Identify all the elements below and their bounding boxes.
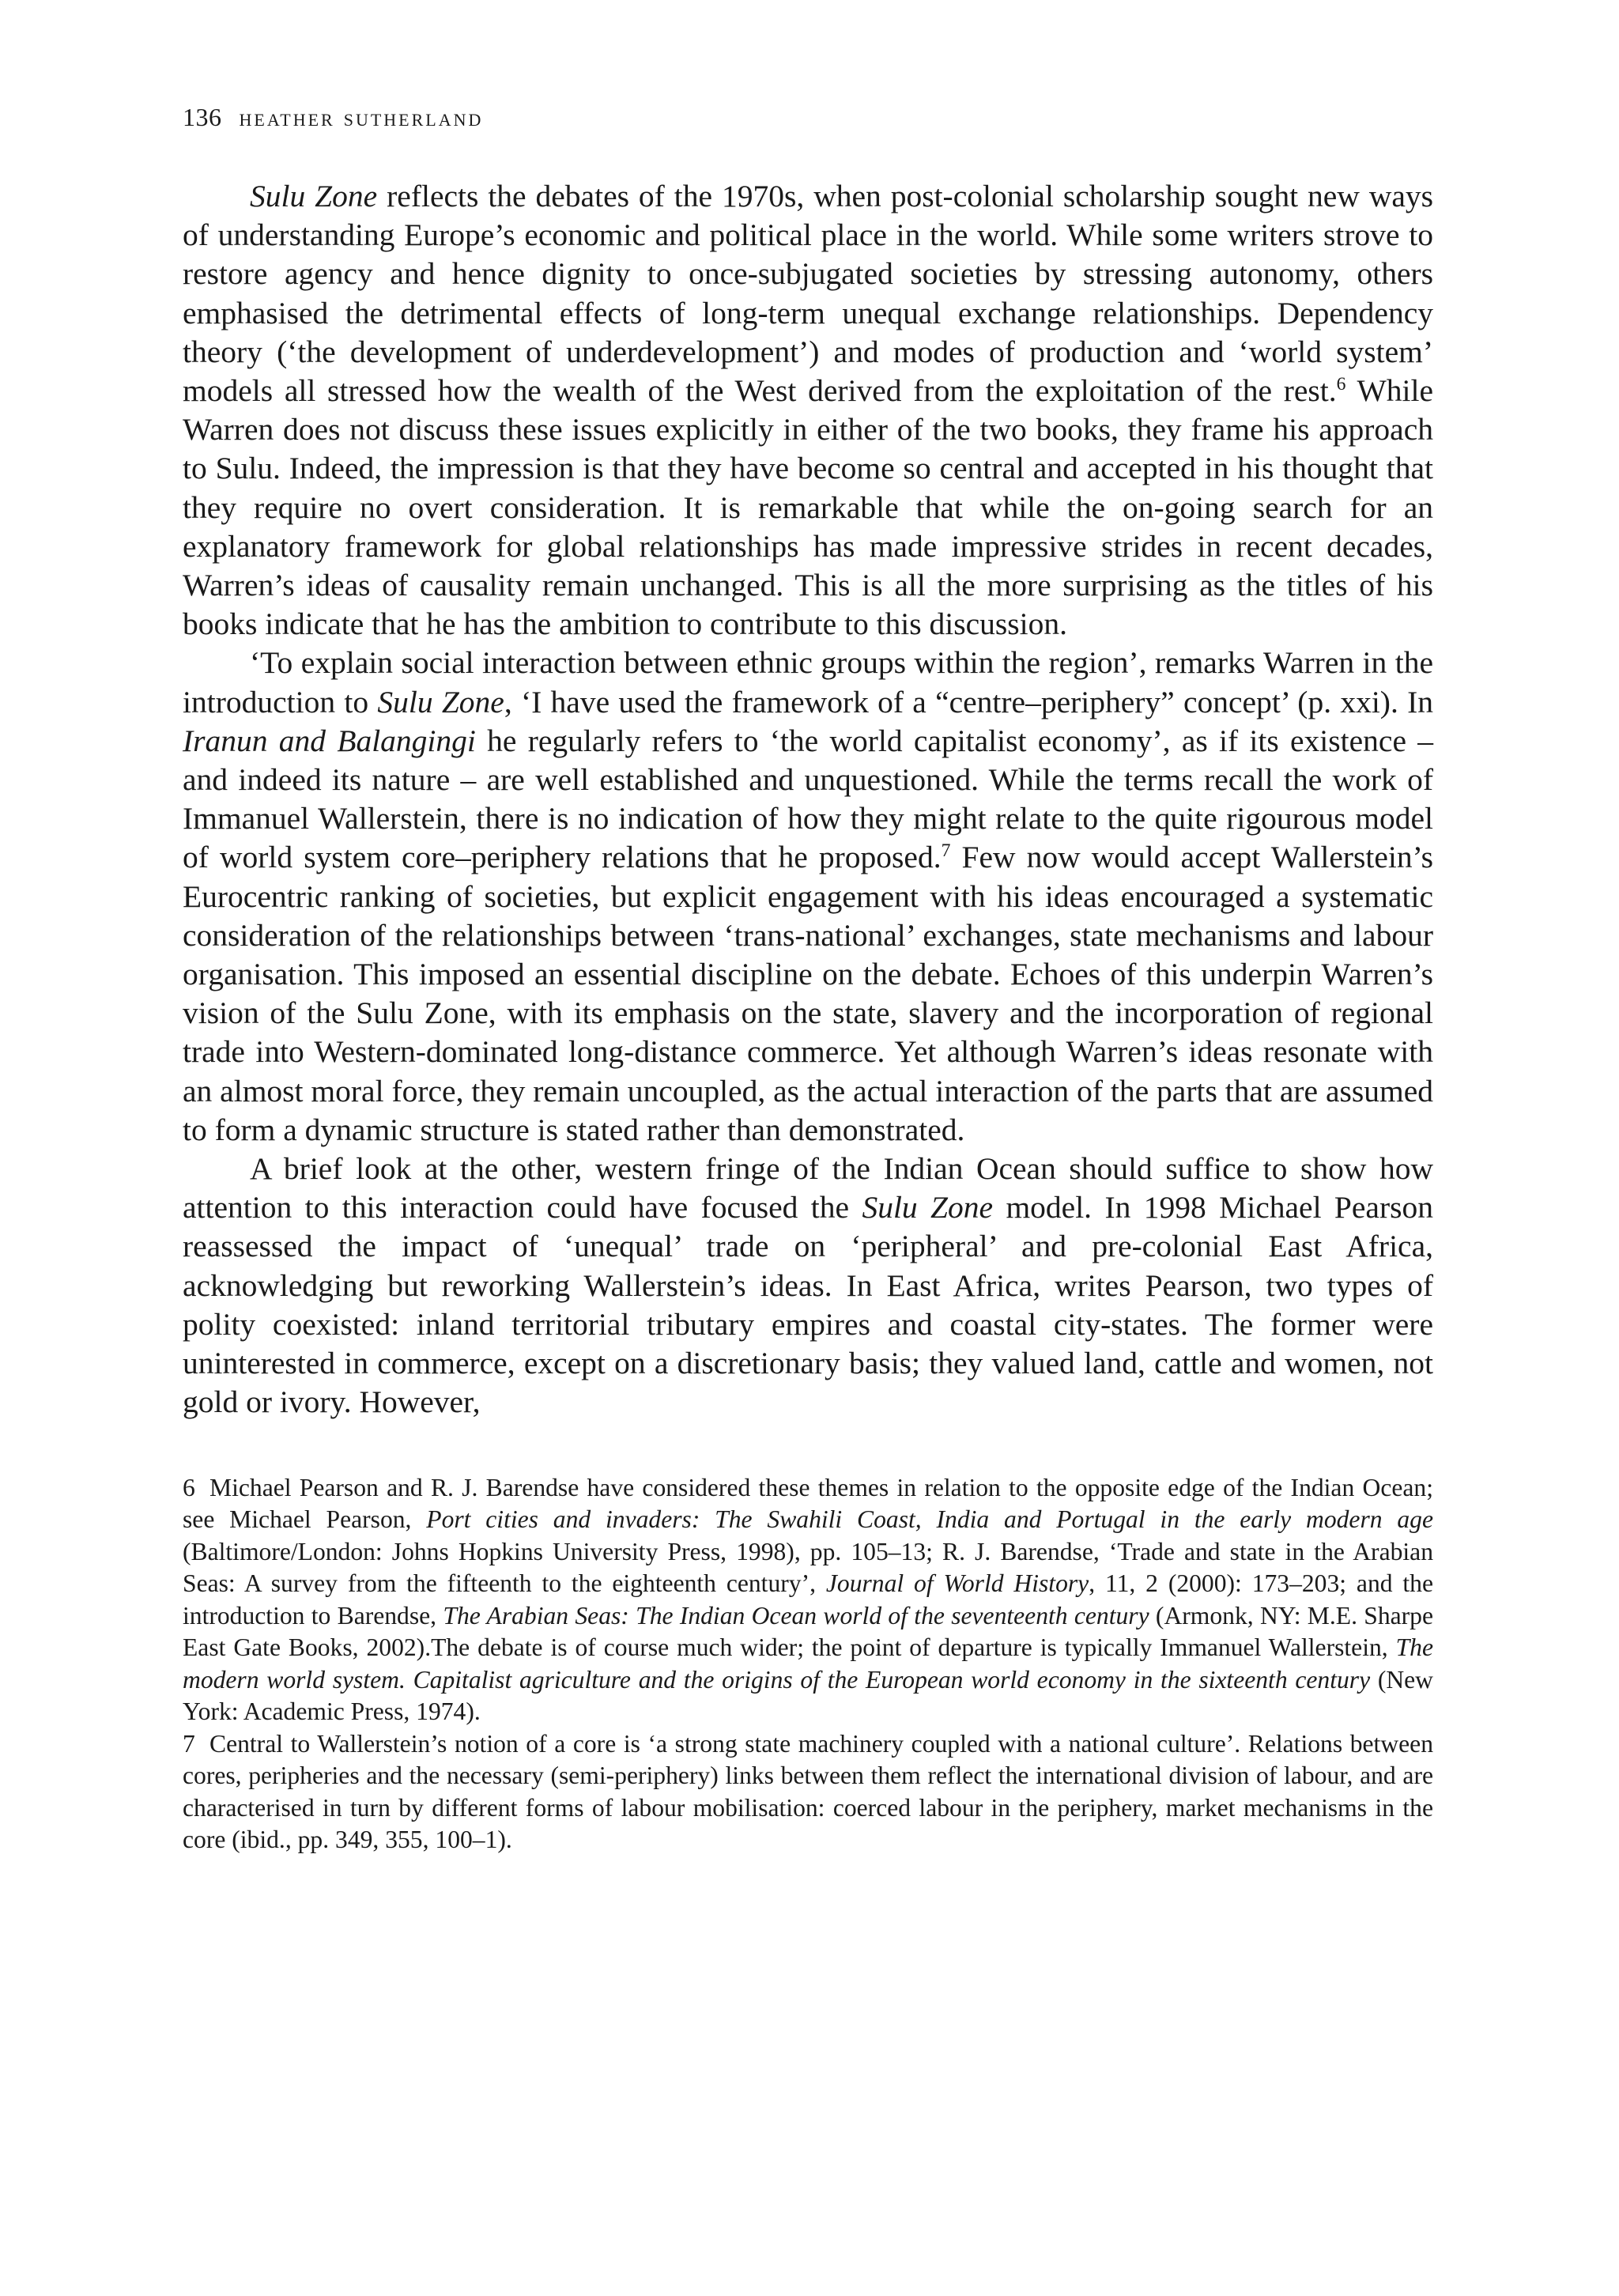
body-text [183,177,1433,1422]
text-segment: ‘To explain social interaction between ethnic groups within the region’, remarks Warren in the introduction to [183,645,1433,719]
running-head [183,101,1433,133]
text-segment: , ‘I have used the framework of a “centre–periphery” concept’ (p. xxi). In [504,684,1433,719]
text-segment: While Warren does not discuss these issues explicitly in either of the two books, they frame his approach to Sulu. Indeed, the impression is that they have become so central and accepted in his thought that they require no overt consideration. It is remarkable that while the on-going search for an explanatory framework for global relationships has made impressive strides in recent decades, Warren’s ideas of causality remain unchanged. This is all the more surprising as the titles of his books indicate that he has the ambition to contribute to this discussion. [183,373,1433,642]
page [183,101,1433,1856]
text-segment: he regularly refers to ‘the world capitalist economy’, as if its existence – and indeed its nature – are well established and unquestioned. While the terms recall the work of Immanuel Wallerstein, there is no indication of how they might relate to the quite rigourous model of world system core–periphery relations that he proposed. [183,723,1434,875]
page-number: 136 [183,103,222,131]
text-segment: Sulu Zone [377,684,504,719]
running-head-author: heather sutherland [239,103,484,131]
text-segment: model. In 1998 Michael Pearson reassessed the impact of ‘unequal’ trade on ‘peripheral’ and pre-colonial East Africa, acknowledging but reworking Wallerstein’s ideas. In East Africa, writes Pearson, two types of polity coexisted: inland territorial tributary empires and coastal city-states. The former were uninterested in commerce, except on a discretionary basis; they valued land, cattle and women, not gold or ivory. However, [183,1190,1433,1420]
paragraph-3 [183,1150,1433,1422]
text-segment: Iranun and Balangingi [183,723,476,758]
footnote-7 [183,1728,1433,1856]
footnote-ref-7[interactable]: 7 [941,840,951,862]
text-segment: (Armonk, NY: M.E. Sharpe East Gate Books, 2002).The debate is of course much wider; the point of departure is typically Immanuel Wallerstein, [183,1601,1434,1661]
paragraph-2 [183,644,1433,1150]
text-segment: , 11, 2 (2000): 173–203; and the introduction to Barendse, [183,1569,1433,1629]
text-segment: reflects the debates of the 1970s, when post-colonial scholarship sought new ways of understanding Europe’s economic and political place in the world. While some writers strove to restore agency and hence dignity to once-subjugated societies by stressing autonomy, others emphasised the detrimental effects of long-term unequal exchange relationships. Dependency theory (‘the development of underdevelopment’) and modes of production and ‘world system’ models all stressed how the wealth of the West derived from the exploitation of the rest. [183,179,1433,409]
text-segment: Few now would accept Wallerstein’s Eurocentric ranking of societies, but explicit engagement with his ideas encouraged a systematic consideration of the relationships between ‘trans-national’ exchanges, state mechanisms and labour organisation. This imposed an essential discipline on the debate. Echoes of this underpin Warren’s vision of the Sulu Zone, with its emphasis on the state, slavery and the incorporation of regional trade into Western-dominated long-distance commerce. Yet although Warren’s ideas resonate with an almost moral force, they remain uncoupled, as the actual interaction of the parts that are assumed to form a dynamic structure is stated rather than demonstrated. [183,840,1433,1147]
footnote-6 [183,1472,1433,1728]
text-segment: A brief look at the other, western fringe of the Indian Ocean should suffice to show how attention to this interaction could have focused the [183,1151,1433,1225]
footnote-ref-6[interactable]: 6 [1336,373,1346,395]
text-segment: (Baltimore/London: Johns Hopkins University Press, 1998), pp. 105–13; R. J. Barendse, ‘Trade and state in the Arabian Seas: A survey from the fifteenth to the eighteenth century’, [183,1537,1433,1597]
text-segment: Central to Wallerstein’s notion of a core is ‘a strong state machinery coupled with a national culture’. Relations between cores, peripheries and the necessary (semi-periphery) links between them reflect the international division of labour, and are characterised in turn by different forms of labour mobilisation: coerced labour in the periphery, market mechanisms in the core (ibid., pp. 349, 355, 100–1). [183,1729,1433,1853]
text-segment: Sulu Zone [862,1190,994,1225]
text-segment: Port cities and invaders: The Swahili Coast, India and Portugal in the early modern age [426,1505,1433,1533]
text-segment: Sulu Zone [250,179,378,213]
text-segment: The modern world system. Capitalist agriculture and the origins of the European world economy in the sixteenth century [183,1633,1433,1694]
text-segment: Journal of World History [825,1569,1089,1597]
footnote-number: 7 [183,1729,195,1758]
footnote-number: 6 [183,1473,195,1501]
text-segment: (New York: Academic Press, 1974). [183,1665,1434,1725]
footnotes [183,1472,1433,1856]
text-segment: Michael Pearson and R. J. Barendse have considered these themes in relation to the opposite edge of the Indian Ocean; see Michael Pearson, [183,1473,1433,1533]
text-segment: The Arabian Seas: The Indian Ocean world of the seventeenth century [443,1601,1149,1629]
paragraph-1 [183,177,1433,644]
